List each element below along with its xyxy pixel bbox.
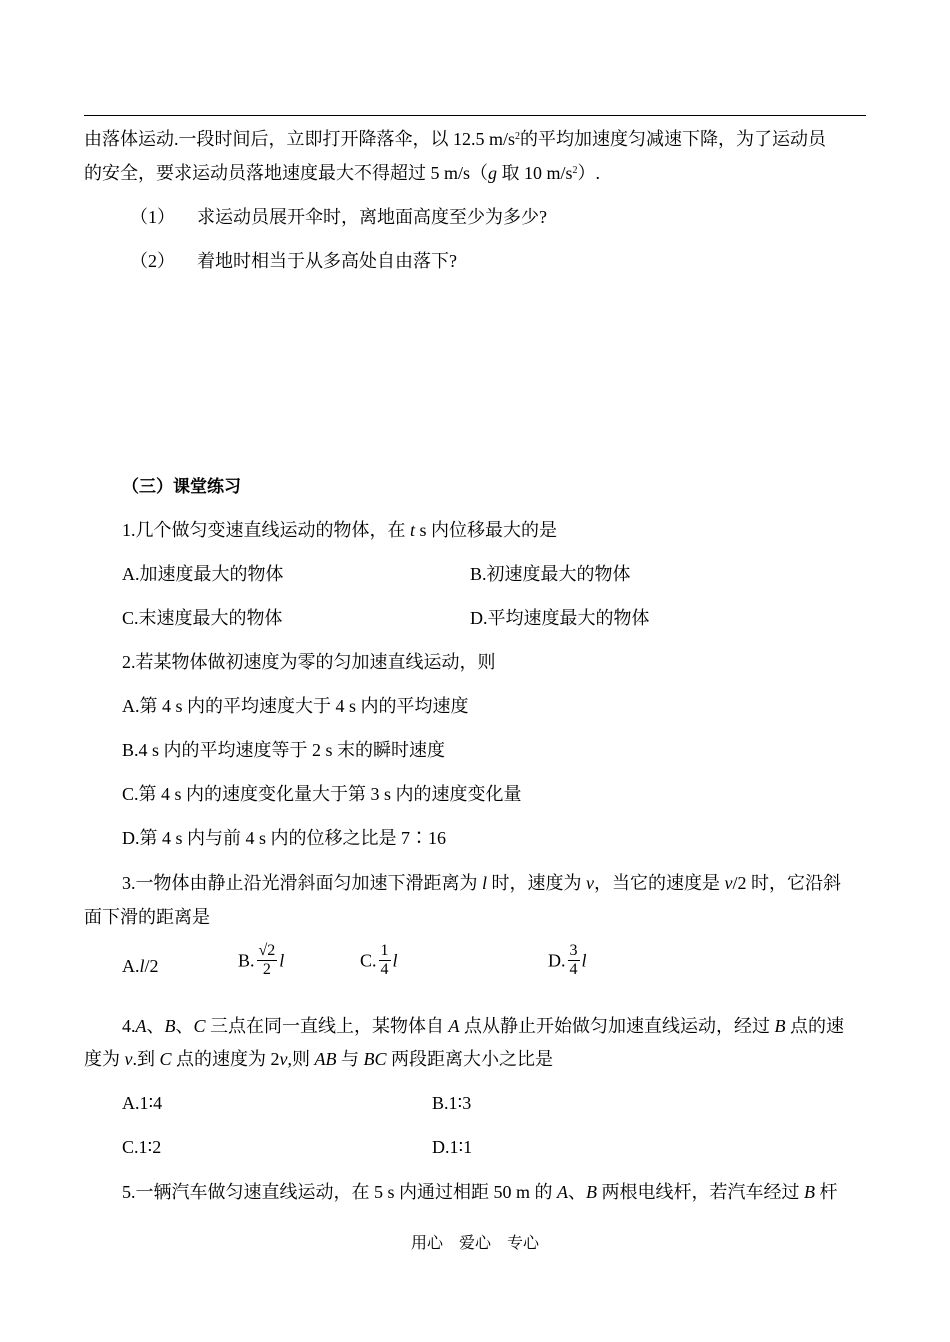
fraction-sqrt2-over-2: $\frac{√2}{2}$ bbox=[258, 942, 276, 978]
problem-1-option-a: A.加速度最大的物体 bbox=[122, 564, 284, 584]
sub-question-2: （2） 着地时相当于从多高处自由落下? bbox=[130, 251, 457, 271]
problem-3-option-d: D. $\frac{3}{4}$ l bbox=[548, 942, 587, 978]
continued-text-line-2: 的安全，要求运动员落地速度最大不得超过 5 m/s（g 取 10 $m/s^2$）. bbox=[84, 163, 601, 183]
problem-3-stem-line-1: 3.一物体由静止沿光滑斜面匀加速下滑距离为 l 时，速度为 v，当它的速度是 v/2 时，它沿斜 bbox=[122, 873, 842, 893]
sub-question-1: （1） 求运动员展开伞时，离地面高度至少为多少? bbox=[130, 207, 547, 227]
problem-4-stem-line-2: 度为 v.到 C 点的速度为 2v,则 AB 与 BC 两段距离大小之比是 bbox=[84, 1049, 554, 1069]
problem-4-option-a: A.1∶4 bbox=[122, 1093, 163, 1113]
problem-4-option-c: C.1∶2 bbox=[122, 1137, 162, 1157]
problem-4-stem-line-1: 4.A、B、C 三点在同一直线上，某物体自 A 点从静止开始做匀加速直线运动，经过 B 点的速 bbox=[122, 1016, 845, 1036]
page-footer: 用心 爱心 专心 bbox=[410, 1235, 539, 1252]
fraction-1-over-4: $\frac{1}{4}$ bbox=[380, 942, 389, 978]
problem-5-stem: 5.一辆汽车做匀速直线运动，在 5 s 内通过相距 50 m 的 A、B 两根电线杆，若汽车经过 B 杆 bbox=[122, 1182, 838, 1202]
header-rule bbox=[84, 115, 866, 116]
section-title: （三）课堂练习 bbox=[122, 477, 241, 497]
problem-2-option-d: D.第 4 s 内与前 4 s 内的位移之比是 7∶16 bbox=[122, 828, 447, 848]
continued-text-line-1: 由落体运动.一段时间后，立即打开降落伞，以 12.5 $m/s^2$的平均加速度匀减速下降，为了运动员 bbox=[84, 129, 827, 149]
problem-2-option-b: B.4 s 内的平均速度等于 2 s 末的瞬时速度 bbox=[122, 740, 446, 760]
problem-3-option-c: C. $\frac{1}{4}$ l bbox=[360, 942, 398, 978]
problem-1-stem: 1.几个做匀变速直线运动的物体，在 t s 内位移最大的是 bbox=[122, 520, 558, 540]
problem-1-option-d: D.平均速度最大的物体 bbox=[470, 608, 650, 628]
problem-3-stem-line-2: 面下滑的距离是 bbox=[84, 907, 210, 927]
problem-3-option-a: A.l/2 bbox=[122, 956, 159, 976]
problem-2-stem: 2.若某物体做初速度为零的匀加速直线运动，则 bbox=[122, 652, 496, 672]
problem-4-option-d: D.1∶1 bbox=[432, 1137, 473, 1157]
problem-2-option-c: C.第 4 s 内的速度变化量大于第 3 s 内的速度变化量 bbox=[122, 784, 522, 804]
problem-3-option-b: B. $\frac{√2}{2}$ l bbox=[238, 942, 285, 978]
problem-2-option-a: A.第 4 s 内的平均速度大于 4 s 内的平均速度 bbox=[122, 696, 469, 716]
problem-4-option-b: B.1∶3 bbox=[432, 1093, 472, 1113]
fraction-3-over-4: $\frac{3}{4}$ bbox=[569, 942, 578, 978]
problem-1-option-c: C.末速度最大的物体 bbox=[122, 608, 283, 628]
problem-1-option-b: B.初速度最大的物体 bbox=[470, 564, 631, 584]
